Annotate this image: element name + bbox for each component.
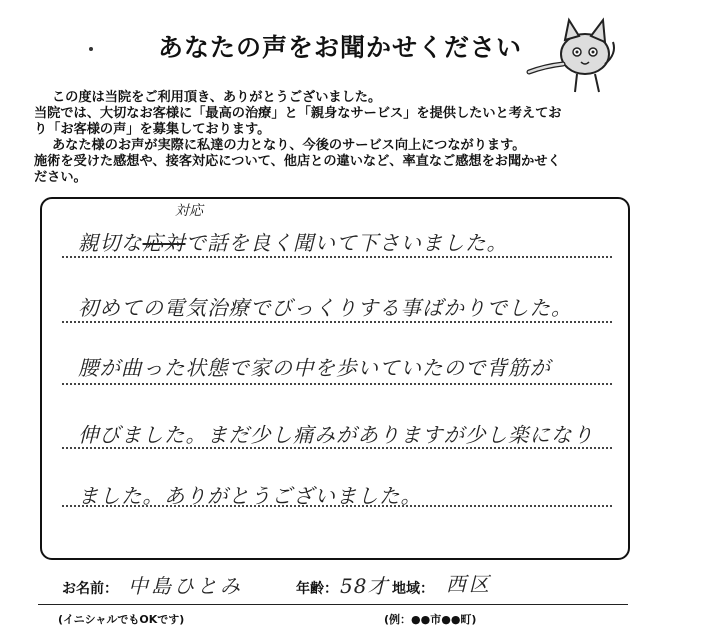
intro-text (34, 90, 674, 186)
intro-line: り「お客様の声」を募集しております。 (34, 122, 271, 137)
signature-line (38, 604, 628, 605)
initials-note: (イニシャルでもOKです) (58, 613, 185, 626)
comment-line-3: 腰が曲った状態で家の中を歩いていたので背筋が (78, 356, 551, 380)
ruled-line (62, 505, 612, 507)
comment-line-2: 初めての電気治療でびっくりする事ばかりでした。 (78, 296, 573, 320)
comment-line-1 (78, 226, 508, 256)
intro-line: この度は当院をご利用頂き、ありがとうございました。 (52, 90, 382, 105)
age-label: 年齢： (296, 581, 338, 597)
region-label: 地域： (392, 581, 434, 597)
region-value: 西区 (446, 572, 492, 596)
decorative-dot (89, 47, 93, 51)
ruled-line (62, 447, 612, 449)
comment-line-1-end: で話を良く聞いて下さいました。 (185, 231, 508, 255)
intro-line: あなた様のお声が実際に私達の力となり、今後のサービス向上につながります。 (52, 138, 526, 153)
correction-note: 対応 (175, 203, 203, 219)
intro-line: ださい。 (34, 170, 87, 185)
region-example: (例：●●市●●町) (384, 613, 477, 626)
page-title: あなたの声をお聞かせください (157, 33, 522, 62)
age-value: 58才 (340, 574, 389, 598)
comment-line-4: 伸びました。まだ少し痛みがありますが少し楽になり (78, 423, 594, 447)
name-value: 中島ひとみ (128, 574, 243, 598)
name-label: お名前： (62, 581, 118, 597)
ruled-line (62, 383, 612, 385)
ruled-line (62, 321, 612, 323)
intro-line: 施術を受けた感想や、接客対応について、他店との違いなど、率直なご感想をお聞かせく (34, 154, 561, 169)
cat-mascot-icon (525, 14, 621, 94)
comment-line-1-start: 親切な (78, 231, 143, 255)
struck-word: 応対 (142, 231, 186, 255)
ruled-line (62, 256, 612, 258)
intro-line: 当院では、大切なお客様に「最高の治療」と「親身なサービス」を提供したいと考えてお (34, 106, 562, 121)
comment-line-5: ました。ありがとうございました。 (78, 484, 422, 508)
